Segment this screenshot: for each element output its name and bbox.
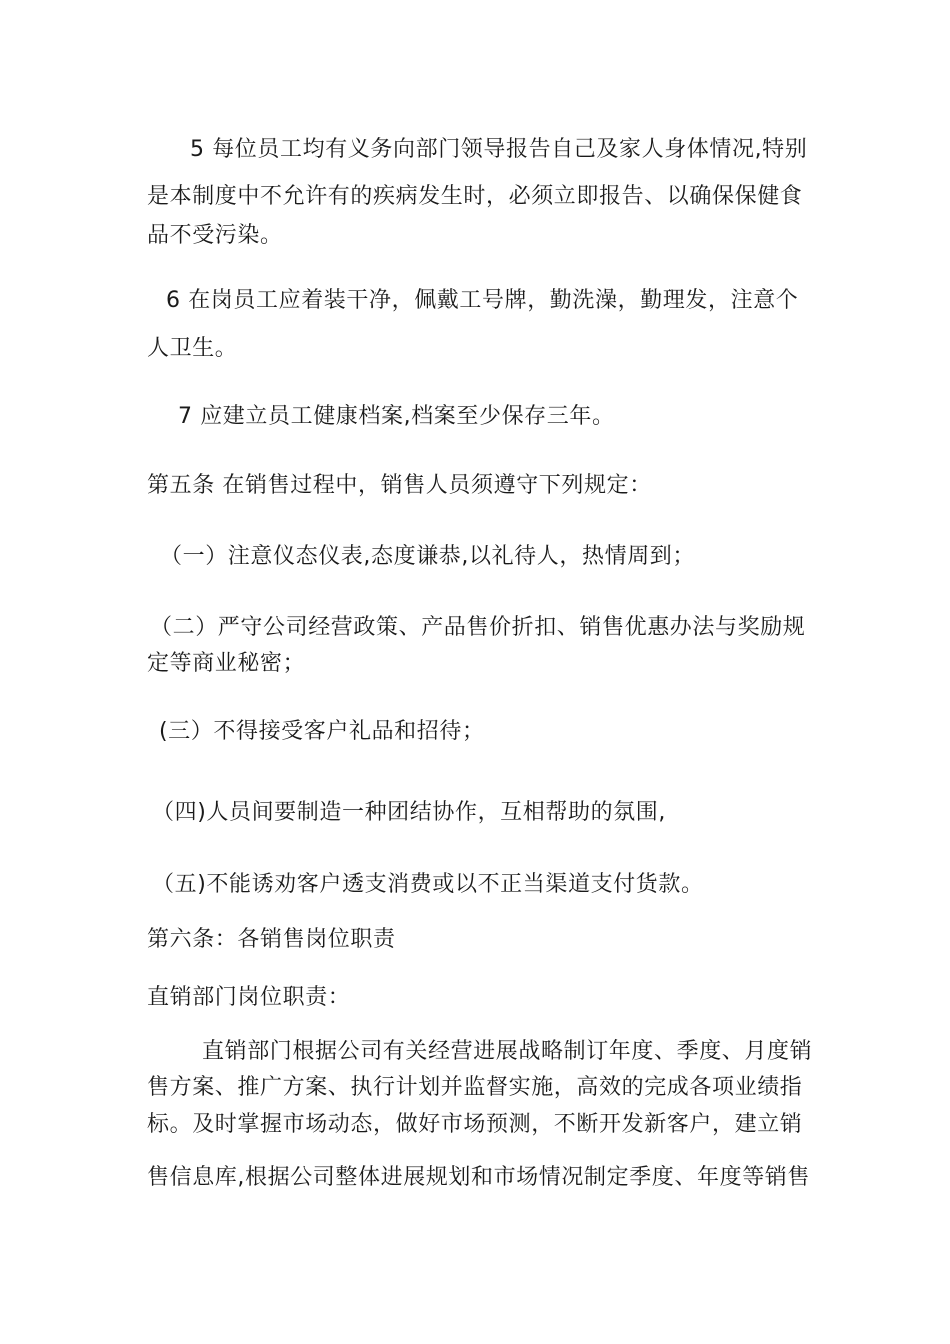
item-2-line-2: 定等商业秘密； (147, 651, 306, 676)
para-6-line-2: 人卫生。 (147, 336, 238, 361)
para-5-line-1: 5 每位员工均有义务向部门领导报告自己及家人身体情况,特别 (190, 137, 808, 162)
direct-sales-heading: 直销部门岗位职责： (147, 985, 351, 1010)
item-3: (三）不得接受客户礼品和招待； (159, 719, 485, 744)
item-2-line-1: （二）严守公司经营政策、产品售价折扣、销售优惠办法与奖励规 (150, 615, 806, 640)
item-5: （五)不能诱劝客户透支消费或以不正当渠道支付货款。 (152, 872, 704, 897)
item-4: （四)人员间要制造一种团结协作，互相帮助的氛围, (152, 800, 666, 825)
article-5-heading: 第五条 在销售过程中，销售人员须遵守下列规定： (147, 473, 652, 498)
item-1: （一）注意仪态仪表,态度谦恭,以礼待人，热情周到； (160, 544, 695, 569)
article-6-heading: 第六条：各销售岗位职责 (147, 927, 396, 952)
direct-sales-para-line-3: 标。及时掌握市场动态，做好市场预测，不断开发新客户，建立销 (147, 1112, 803, 1137)
direct-sales-para-line-4: 售信息库,根据公司整体进展规划和市场情况制定季度、年度等销售 (147, 1165, 810, 1190)
para-5-line-3: 品不受污染。 (147, 223, 283, 248)
para-7: 7 应建立员工健康档案,档案至少保存三年。 (178, 404, 615, 429)
para-6-line-1: 6 在岗员工应着装干净，佩戴工号牌，勤洗澡，勤理发，注意个 (166, 288, 799, 313)
para-5-line-2: 是本制度中不允许有的疾病发生时，必须立即报告、以确保保健食 (147, 184, 803, 209)
direct-sales-para-line-2: 售方案、推广方案、执行计划并监督实施，高效的完成各项业绩指 (147, 1075, 803, 1100)
direct-sales-para-line-1: 直销部门根据公司有关经营进展战略制订年度、季度、月度销 (202, 1039, 813, 1064)
